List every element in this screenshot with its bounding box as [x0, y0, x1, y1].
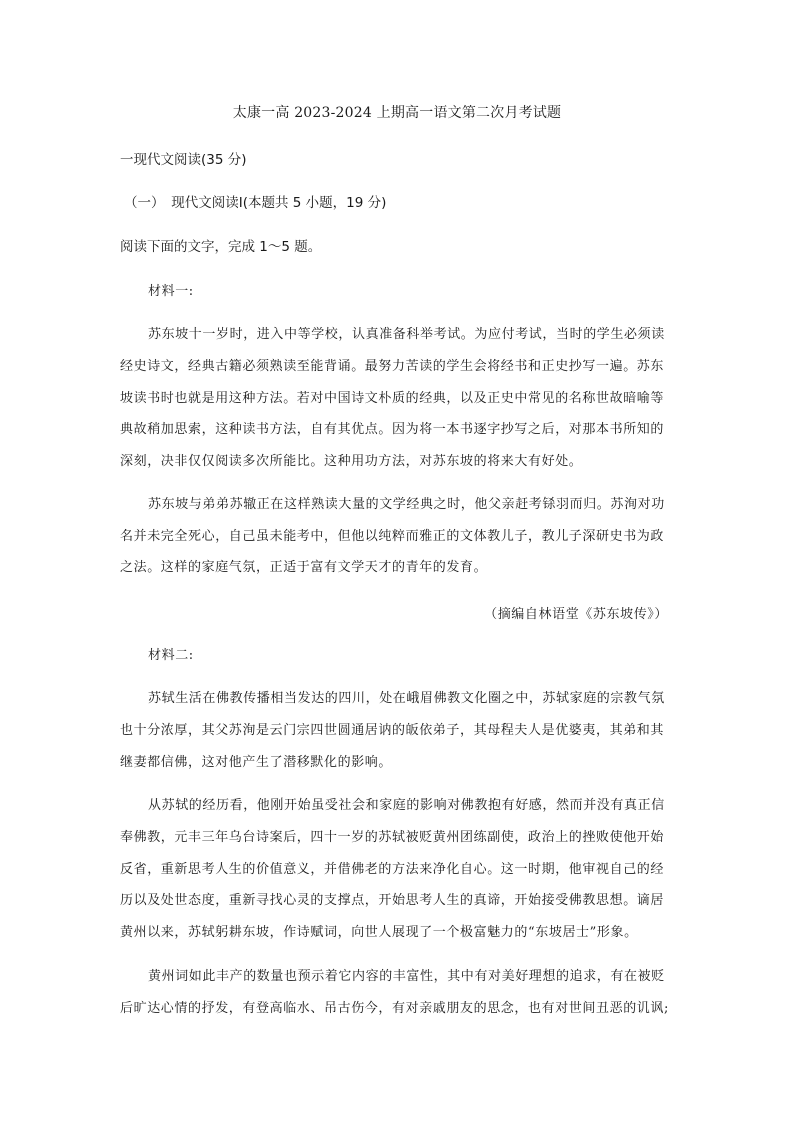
text-line: 之法。这样的家庭气氛，正适于富有文学天才的青年的发育。: [120, 560, 488, 575]
text-line: 苏轼生活在佛教传播相当发达的四川，处在峨眉佛教文化圈之中，苏轼家庭的宗教气氛: [148, 691, 665, 706]
text-line: 苏东坡与弟弟苏辙正在这样熟读大量的文学经典之时，他父亲赶考铩羽而归。苏洵对功: [148, 497, 665, 512]
text-line: 也十分浓厚，其父苏洵是云门宗四世圆通居讷的皈依弟子，其母程夫人是优婆夷，其弟和其: [120, 723, 665, 738]
section-heading: 一现代文阅读(35 分): [120, 152, 247, 168]
material-one-source: （摘编自林语堂《苏东坡传》）: [484, 607, 668, 622]
material-two-label: 材料二:: [148, 648, 194, 663]
material-one-label: 材料一:: [148, 284, 194, 299]
text-line: 继妻都信佛，这对他产生了潜移默化的影响。: [120, 755, 393, 770]
text-line: 经史诗文，经典古籍必须熟读至能背诵。最努力苦读的学生会将经书和正史抄写一遍。苏东: [120, 359, 665, 374]
text-line: 从苏轼的经历看，他刚开始虽受社会和家庭的影响对佛教抱有好感，然而并没有真正信: [148, 798, 665, 813]
subsection-heading: （一） 现代文阅读Ⅰ(本题共 5 小题，19 分): [124, 195, 387, 211]
text-line: 深刻，决非仅仅阅读多次所能比。这种用功方法，对苏东坡的将来大有好处。: [120, 454, 583, 469]
text-line: 名并未完全死心，自己虽未能考中，但他以纯粹而雅正的文体教儿子，教儿子深研史书为政: [120, 529, 665, 544]
text-line: 后旷达心情的抒发，有登高临水、吊古伤今，有对亲戚朋友的思念，也有对世间丑恶的讥讽;: [120, 1001, 669, 1016]
text-line: 典故稍加思索，这种读书方法，自有其优点。因为将一本书逐字抄写之后，对那本书所知的: [120, 422, 665, 437]
text-line: 坡读书时也就是用这种方法。若对中国诗文朴质的经典，以及正史中常见的名称世故暗喻等: [120, 391, 665, 406]
text-line: 历以及处世态度，重新寻找心灵的支撑点，开始思考人生的真谛，开始接受佛教思想。谪居: [120, 893, 665, 908]
text-line: 黄州以来，苏轼躬耕东坡，作诗赋词，向世人展现了一个极富魅力的“东坡居士”形象。: [120, 925, 638, 940]
exam-title: 太康一高 2023-2024 上期高一语文第二次月考试题: [232, 105, 562, 121]
text-line: 奉佛教，元丰三年乌台诗案后，四十一岁的苏轼被贬黄州团练副使，政治上的挫败使他开始: [120, 830, 665, 845]
text-line: 反省，重新思考人生的价值意义，并借佛老的方法来净化自心。这一时期，他审视自己的经: [120, 862, 665, 877]
text-line: 黄州词如此丰产的数量也预示着它内容的丰富性，其中有对美好理想的追求，有在被贬: [148, 969, 665, 984]
reading-instruction: 阅读下面的文字，完成 1～5 题。: [120, 239, 322, 255]
text-line: 苏东坡十一岁时，进入中等学校，认真准备科举考试。为应付考试，当时的学生必须读: [148, 327, 665, 342]
